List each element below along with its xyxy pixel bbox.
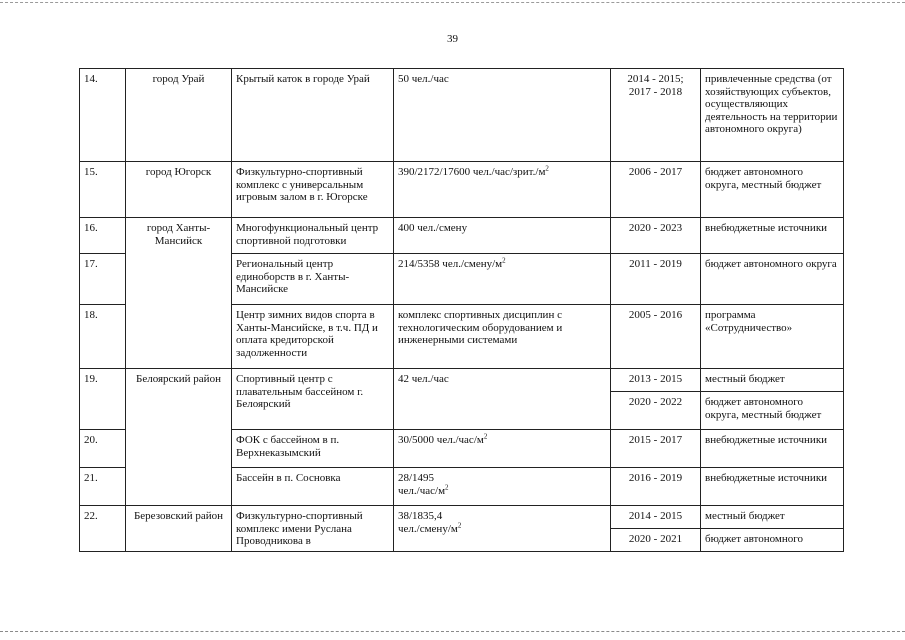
superscript: 2	[545, 164, 549, 173]
funding-source-cell: внебюджетные источники	[701, 218, 844, 254]
capacity-text: 28/1495 чел./час/м	[398, 472, 446, 497]
funding-source-cell: местный бюджет	[701, 369, 844, 392]
row-number: 18.	[80, 305, 126, 369]
period-cell	[611, 69, 701, 162]
table-row	[80, 369, 844, 392]
object-cell: Физкультурно-спортивный комплекс имени Руслана Проводникова в	[232, 506, 394, 552]
superscript: 2	[457, 520, 462, 529]
funding-source-cell: местный бюджет	[701, 506, 844, 529]
superscript: 2	[445, 482, 449, 491]
table-row	[80, 506, 844, 529]
funding-source-cell: бюджет автономного	[701, 529, 844, 552]
municipality-cell: Березовский район	[126, 506, 232, 552]
funding-source-cell: бюджет автономного округа	[701, 254, 844, 305]
capacity-cell	[394, 162, 611, 218]
capacity-cell	[394, 506, 611, 552]
object-cell: ФОК с бассейном в п. Верхнеказымский	[232, 430, 394, 468]
funding-source-cell: бюджет автономного округа, местный бюджет	[701, 392, 844, 430]
period-cell: 2014 - 2015	[611, 506, 701, 529]
capacity-cell	[394, 468, 611, 506]
object-cell: Региональный центр единоборств в г. Ханты-Мансийске	[232, 254, 394, 305]
funding-source-cell: внебюджетные источники	[701, 430, 844, 468]
capacity-cell	[394, 254, 611, 305]
row-number: 17.	[80, 254, 126, 305]
object-cell: Многофункциональный центр спортивной подготовки	[232, 218, 394, 254]
capacity-cell: комплекс спортивных дисциплин с технологическим оборудованием и инженерными системами	[394, 305, 611, 369]
capacity-cell: 50 чел./час	[394, 69, 611, 162]
period-cell: 2011 - 2019	[611, 254, 701, 305]
capacity-cell	[394, 430, 611, 468]
funding-source-cell: программа «Сотрудничество»	[701, 305, 844, 369]
row-number: 16.	[80, 218, 126, 254]
page-number: 39	[447, 33, 458, 45]
period-cell: 2016 - 2019	[611, 468, 701, 506]
period-cell: 2020 - 2023	[611, 218, 701, 254]
capacity-text: 214/5358 чел./смену/м	[398, 258, 503, 270]
row-number: 15.	[80, 162, 126, 218]
municipality-cell: город Урай	[126, 69, 232, 162]
municipality-cell: город Югорск	[126, 162, 232, 218]
object-cell: Спортивный центр с плавательным бассейном г. Белоярский	[232, 369, 394, 430]
period-cell: 2005 - 2016	[611, 305, 701, 369]
row-number: 19.	[80, 369, 126, 430]
capacity-cell: 42 чел./час	[394, 369, 611, 430]
row-number: 14.	[80, 69, 126, 162]
capacity-text: 390/2172/17600 чел./час/зрит./м	[398, 166, 546, 178]
funding-source-cell: бюджет автономного округа, местный бюджет	[701, 162, 844, 218]
period-cell: 2020 - 2021	[611, 529, 701, 552]
period-text: 2014 - 2015; 2017 - 2018	[627, 73, 684, 98]
funding-source-cell: внебюджетные источники	[701, 468, 844, 506]
object-cell: Центр зимних видов спорта в Ханты-Мансийске, в т.ч. ПД и оплата кредиторской задолженности	[232, 305, 394, 369]
period-cell: 2015 - 2017	[611, 430, 701, 468]
object-cell: Физкультурно-спортивный комплекс с универсальным игровым залом в г. Югорске	[232, 162, 394, 218]
municipality-cell: город Ханты-Мансийск	[126, 218, 232, 369]
superscript: 2	[483, 432, 488, 441]
period-cell: 2006 - 2017	[611, 162, 701, 218]
capacity-text: 30/5000 чел./час/м	[398, 434, 484, 446]
table-row	[80, 162, 844, 218]
scan-edge-bottom	[0, 631, 905, 632]
capacity-cell: 400 чел./смену	[394, 218, 611, 254]
capacity-text: 38/1835,4 чел./смену/м	[398, 510, 458, 535]
municipality-cell: Белоярский район	[126, 369, 232, 506]
row-number: 22.	[80, 506, 126, 552]
period-cell: 2013 - 2015	[611, 369, 701, 392]
object-cell: Крытый каток в городе Урай	[232, 69, 394, 162]
table-row	[80, 218, 844, 254]
scan-edge-top	[0, 2, 905, 3]
row-number: 20.	[80, 430, 126, 468]
object-cell: Бассейн в п. Сосновка	[232, 468, 394, 506]
table-row	[80, 69, 844, 162]
funding-source-cell: привлеченные средства (от хозяйствующих субъектов, осуществляющих деятельность на территории автономного округа)	[701, 69, 844, 162]
period-cell: 2020 - 2022	[611, 392, 701, 430]
facilities-table	[79, 68, 844, 552]
superscript: 2	[502, 256, 506, 265]
row-number: 21.	[80, 468, 126, 506]
